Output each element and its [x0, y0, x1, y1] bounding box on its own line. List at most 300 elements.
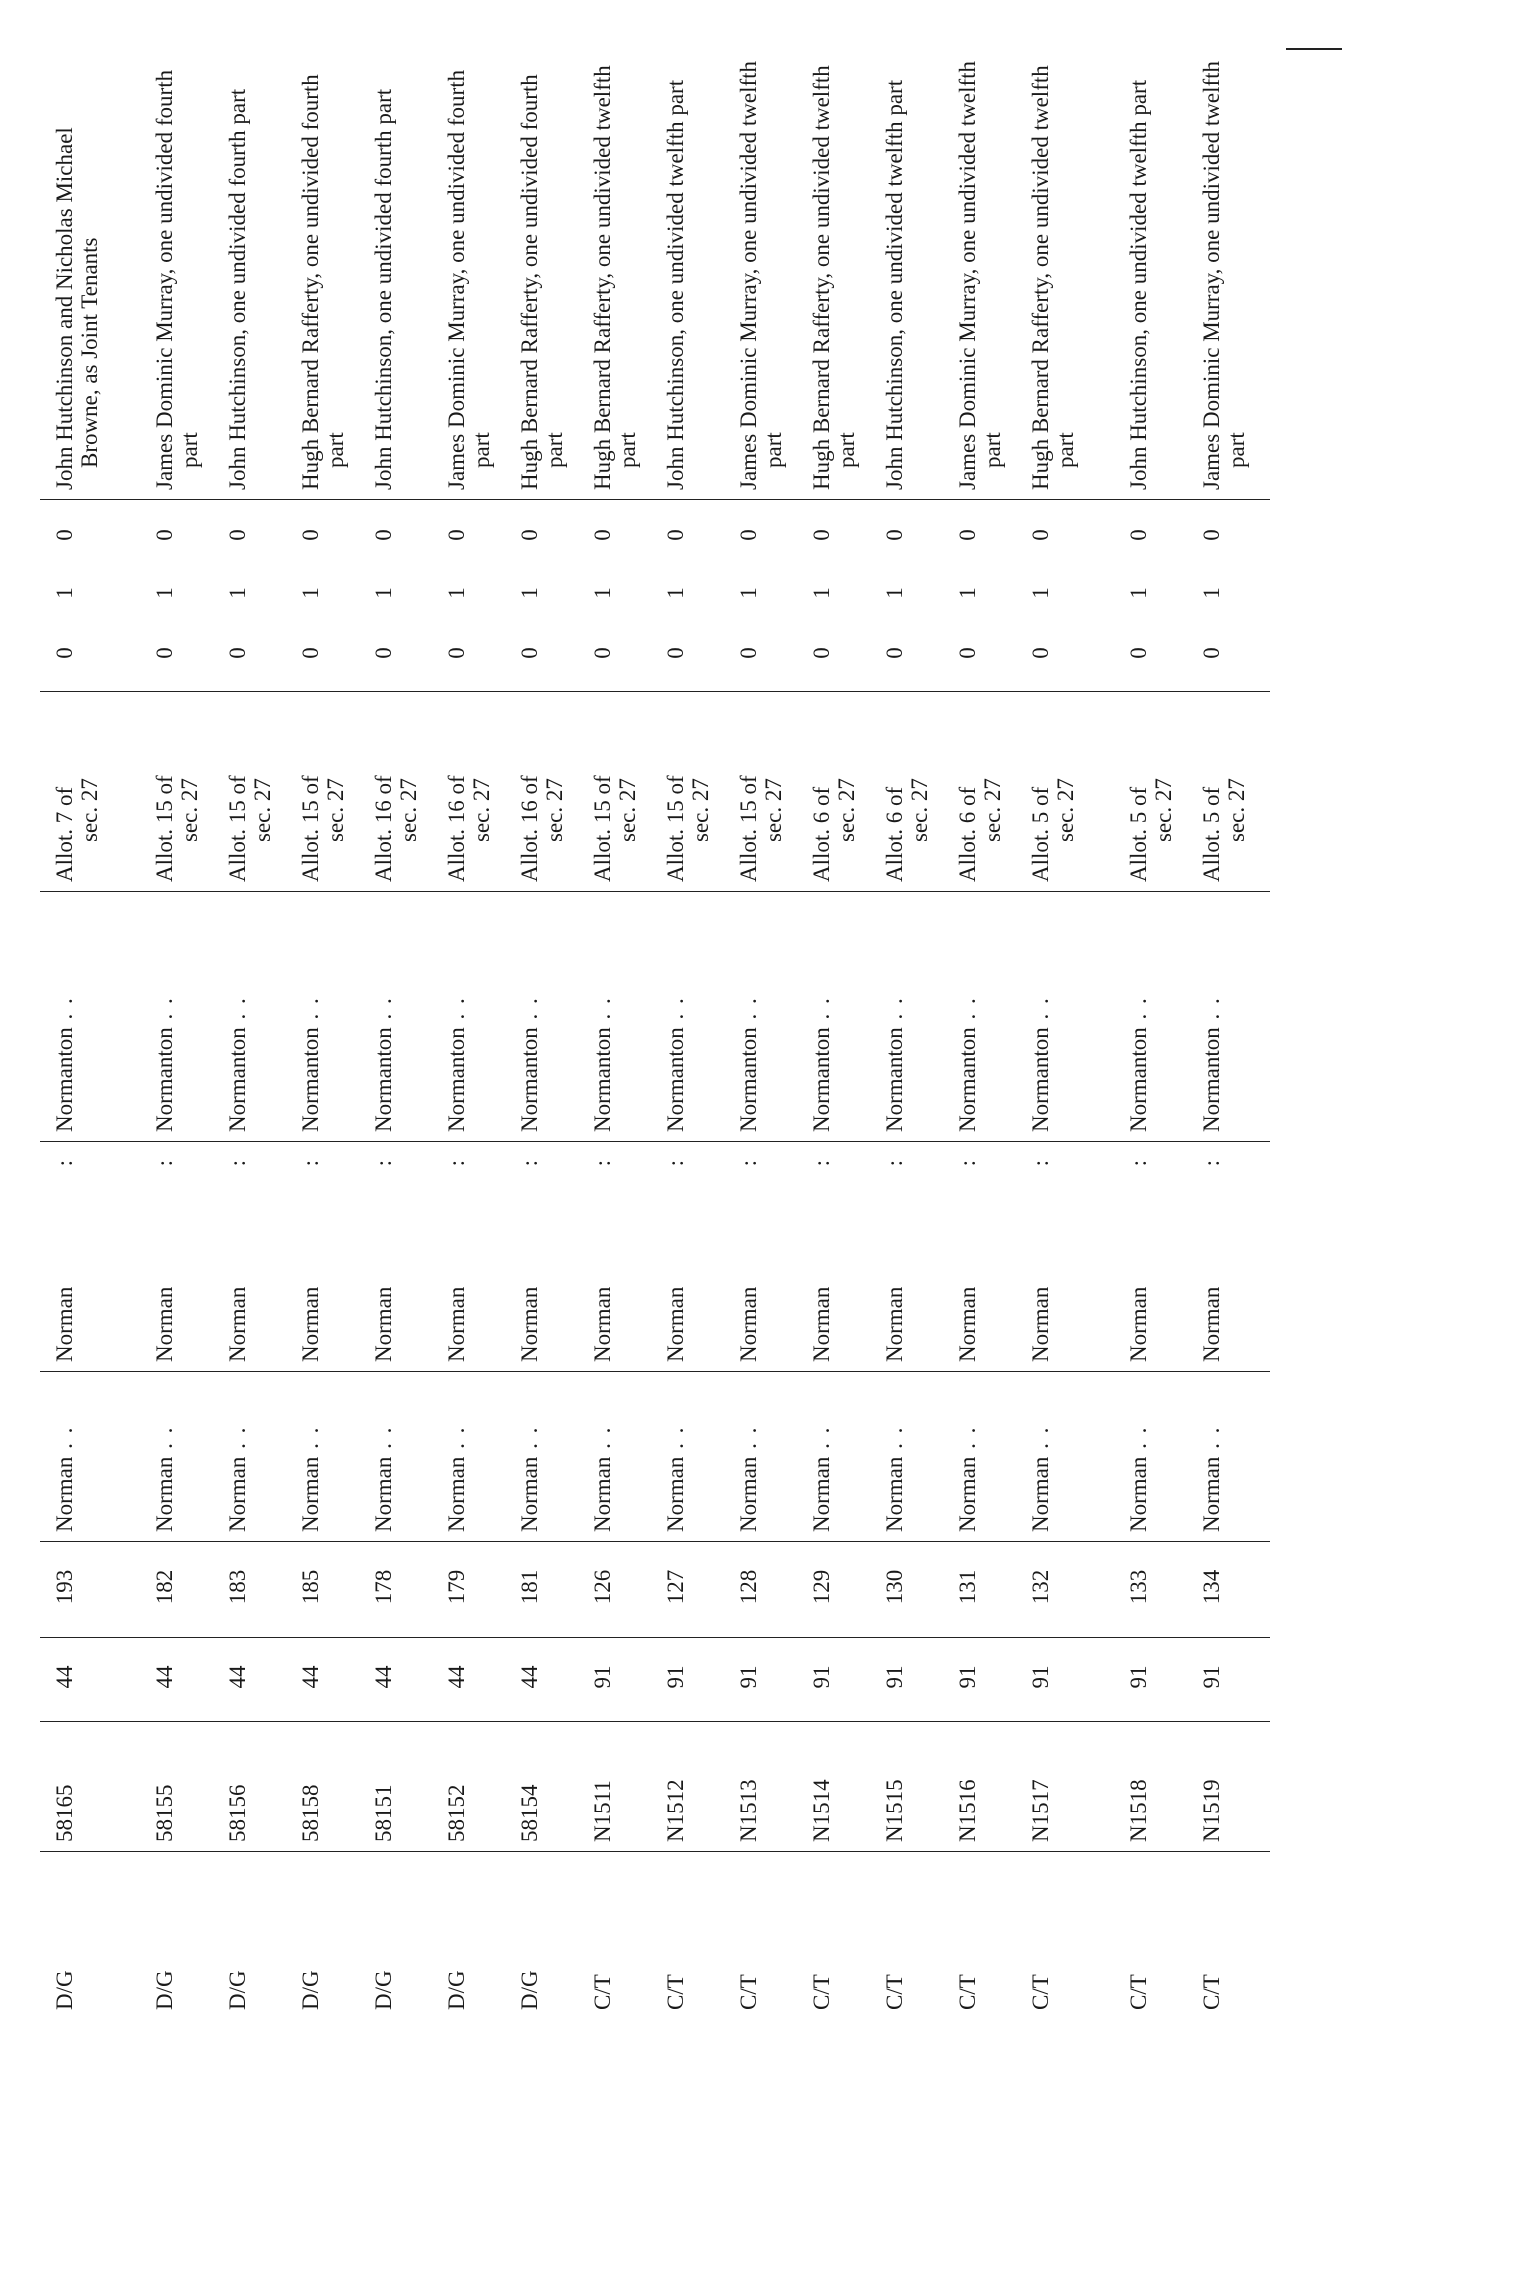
- leader-dots: . .: [152, 1425, 177, 1457]
- leader-dots: . .: [809, 996, 834, 1028]
- roods-cell: 1: [882, 587, 907, 599]
- owner-cell: James Dominic Murray, one undivided fourth part: [152, 69, 202, 490]
- perches-cell: 0: [298, 529, 323, 541]
- perches-cell: 0: [809, 529, 834, 541]
- acres-cell: 0: [955, 647, 980, 659]
- parish-cell: [225, 1376, 250, 1532]
- section-text: sec. 27: [615, 778, 640, 842]
- parish-cell: [298, 1376, 323, 1532]
- owner-cell: John Hutchinson, one undivided fourth part: [371, 88, 396, 490]
- description-cell: [1028, 696, 1078, 882]
- volume-cell-text: 91: [1199, 1665, 1224, 1689]
- folio-cell: [809, 1546, 834, 1628]
- town-cell: [809, 896, 834, 1132]
- roods-cell: 1: [444, 587, 469, 599]
- acres-cell: 0: [444, 647, 469, 659]
- acres-cell: 0: [152, 647, 177, 659]
- allotment-text: Allot. 16 of: [371, 775, 396, 882]
- folio-cell-text: 193: [52, 1569, 77, 1605]
- table-row: [296, 30, 371, 2020]
- volume-cell-text: 91: [955, 1665, 980, 1689]
- parish-cell: [955, 1376, 980, 1532]
- allotment-text: Allot. 15 of: [736, 775, 761, 882]
- acres-cell: 0: [663, 647, 688, 659]
- parish-cell-text: Norman: [882, 1456, 907, 1532]
- volume-cell: [1028, 1642, 1053, 1712]
- parish-cell: [736, 1376, 761, 1532]
- town-cell: [1199, 896, 1224, 1132]
- volume-cell: [298, 1642, 323, 1712]
- acres-cell: 0: [298, 647, 323, 659]
- owner-cell: John Hutchinson, one undivided twelfth part: [882, 79, 907, 490]
- volume-cell-text: 91: [1126, 1665, 1151, 1689]
- county-cell-text: Norman: [371, 1286, 396, 1362]
- roods-cell: 1: [1126, 587, 1151, 599]
- county-cell-text: Norman: [1126, 1286, 1151, 1362]
- type-cell-text: D/G: [517, 1970, 542, 2010]
- folio-cell: [1126, 1546, 1151, 1628]
- leader-dots: :: [736, 1158, 761, 1167]
- owner-cell: John Hutchinson, one undivided twelfth part: [1126, 79, 1151, 490]
- leader-dots: :: [955, 1158, 980, 1167]
- table-row: [807, 30, 882, 2020]
- certificate-cell: [1028, 1726, 1053, 1842]
- allotment-text: Allot. 5 of: [1126, 786, 1151, 882]
- folio-cell-text: 183: [225, 1569, 250, 1605]
- county-cell: [371, 1146, 396, 1362]
- folio-cell-text: 133: [1126, 1569, 1151, 1605]
- volume-cell-text: 91: [736, 1665, 761, 1689]
- county-cell: [882, 1146, 907, 1362]
- perches-cell: 0: [955, 529, 980, 541]
- parish-cell: [1199, 1376, 1224, 1532]
- town-cell-text: Normanton: [1028, 1027, 1053, 1132]
- certificate-cell: [736, 1726, 761, 1842]
- type-cell-text: C/T: [590, 1974, 615, 2010]
- volume-cell: [225, 1642, 250, 1712]
- county-cell: [298, 1146, 323, 1362]
- parish-cell-text: Norman: [663, 1456, 688, 1532]
- leader-dots: . .: [371, 996, 396, 1028]
- allotment-text: Allot. 6 of: [955, 786, 980, 882]
- leader-dots: . .: [663, 996, 688, 1028]
- acres-cell: 0: [882, 647, 907, 659]
- leader-dots: . .: [736, 996, 761, 1028]
- county-cell: [152, 1146, 177, 1362]
- parish-cell: [809, 1376, 834, 1532]
- leader-dots: . .: [371, 1425, 396, 1457]
- county-cell: [225, 1146, 250, 1362]
- certificate-cell-text: 58158: [298, 1784, 323, 1842]
- parish-cell: [517, 1376, 542, 1532]
- type-cell: [955, 1860, 980, 2010]
- certificate-cell: [882, 1726, 907, 1842]
- county-cell-text: Norman: [225, 1286, 250, 1362]
- description-cell: [517, 696, 567, 882]
- description-cell: [52, 696, 102, 882]
- roods-cell: 1: [736, 587, 761, 599]
- county-cell: [590, 1146, 615, 1362]
- leader-dots: :: [882, 1158, 907, 1167]
- volume-cell: [371, 1642, 396, 1712]
- description-cell: [590, 696, 640, 882]
- type-cell: [809, 1860, 834, 2010]
- leader-dots: :: [663, 1158, 688, 1167]
- volume-cell-text: 91: [1028, 1665, 1053, 1689]
- folio-cell-text: 127: [663, 1569, 688, 1605]
- leader-dots: :: [1199, 1158, 1224, 1167]
- volume-cell-text: 91: [809, 1665, 834, 1689]
- town-cell: [1126, 896, 1151, 1132]
- table-row: [734, 30, 809, 2020]
- certificate-cell: [955, 1726, 980, 1842]
- volume-cell: [1199, 1642, 1224, 1712]
- roods-cell: 1: [1199, 587, 1224, 599]
- section-text: sec. 27: [177, 778, 202, 842]
- type-cell-text: D/G: [371, 1970, 396, 2010]
- table-row: [661, 30, 736, 2020]
- leader-dots: :: [298, 1158, 323, 1167]
- type-cell-text: D/G: [225, 1970, 250, 2010]
- folio-cell-text: 130: [882, 1569, 907, 1605]
- county-cell-text: Norman: [444, 1286, 469, 1362]
- leader-dots: . .: [517, 1425, 542, 1457]
- description-cell: [225, 696, 275, 882]
- description-cell: [444, 696, 494, 882]
- folio-cell: [590, 1546, 615, 1628]
- parish-cell: [590, 1376, 615, 1532]
- table-row: [223, 30, 298, 2020]
- parish-cell: [1126, 1376, 1151, 1532]
- volume-cell: [1126, 1642, 1151, 1712]
- allotment-text: Allot. 5 of: [1199, 786, 1224, 882]
- roods-cell: 1: [298, 587, 323, 599]
- type-cell: [882, 1860, 907, 2010]
- type-cell: [736, 1860, 761, 2010]
- allotment-text: Allot. 16 of: [444, 775, 469, 882]
- acres-cell: 0: [1028, 647, 1053, 659]
- section-text: sec. 27: [980, 778, 1005, 842]
- type-cell: [52, 1860, 77, 2010]
- town-cell-text: Normanton: [590, 1027, 615, 1132]
- leader-dots: . .: [1126, 996, 1151, 1028]
- table-row: [953, 30, 1028, 2020]
- certificate-cell-text: N1518: [1126, 1779, 1151, 1842]
- type-cell: [1028, 1860, 1053, 2010]
- allotment-text: Allot. 15 of: [225, 775, 250, 882]
- acres-cell: 0: [590, 647, 615, 659]
- volume-cell-text: 91: [882, 1665, 907, 1689]
- county-cell-text: Norman: [590, 1286, 615, 1362]
- parish-cell-text: Norman: [371, 1456, 396, 1532]
- folio-cell-text: 131: [955, 1569, 980, 1605]
- roods-cell: 1: [225, 587, 250, 599]
- folio-cell: [225, 1546, 250, 1628]
- table-row: [50, 30, 125, 2020]
- certificate-cell: [152, 1726, 177, 1842]
- parish-cell-text: Norman: [736, 1456, 761, 1532]
- section-text: sec. 27: [1151, 778, 1176, 842]
- certificate-cell-text: N1512: [663, 1779, 688, 1842]
- allotment-text: Allot. 15 of: [590, 775, 615, 882]
- allotment-text: Allot. 6 of: [882, 786, 907, 882]
- table-row: [588, 30, 663, 2020]
- acres-cell: 0: [1199, 647, 1224, 659]
- county-cell-text: Norman: [517, 1286, 542, 1362]
- leader-dots: . .: [298, 996, 323, 1028]
- roods-cell: 1: [517, 587, 542, 599]
- certificate-cell-text: 58154: [517, 1784, 542, 1842]
- town-cell: [152, 896, 177, 1132]
- certificate-cell: [371, 1726, 396, 1842]
- volume-cell-text: 44: [298, 1665, 323, 1689]
- leader-dots: . .: [52, 996, 77, 1028]
- roods-cell: 1: [809, 587, 834, 599]
- county-cell: [736, 1146, 761, 1362]
- parish-cell-text: Norman: [1126, 1456, 1151, 1532]
- folio-cell-text: 128: [736, 1569, 761, 1605]
- perches-cell: 0: [1126, 529, 1151, 541]
- type-cell: [298, 1860, 323, 2010]
- leader-dots: . .: [298, 1425, 323, 1457]
- folio-cell: [1199, 1546, 1224, 1628]
- parish-cell: [444, 1376, 469, 1532]
- type-cell: [590, 1860, 615, 2010]
- type-cell-text: C/T: [955, 1974, 980, 2010]
- section-text: sec. 27: [761, 778, 786, 842]
- leader-dots: . .: [809, 1425, 834, 1457]
- county-cell-text: Norman: [736, 1286, 761, 1362]
- section-text: sec. 27: [1224, 778, 1249, 842]
- type-cell: [1126, 1860, 1151, 2010]
- folio-cell-text: 182: [152, 1569, 177, 1605]
- leader-dots: . .: [52, 1425, 77, 1457]
- town-cell: [371, 896, 396, 1132]
- section-text: sec. 27: [834, 778, 859, 842]
- parish-cell-text: Norman: [225, 1456, 250, 1532]
- owner-cell: James Dominic Murray, one undivided fourth part: [444, 69, 494, 490]
- town-cell-text: Normanton: [371, 1027, 396, 1132]
- leader-dots: . .: [1199, 996, 1224, 1028]
- leader-dots: . .: [955, 996, 980, 1028]
- section-text: sec. 27: [77, 778, 102, 842]
- folio-cell: [152, 1546, 177, 1628]
- type-cell: [371, 1860, 396, 2010]
- leader-dots: :: [590, 1158, 615, 1167]
- table-row: [150, 30, 225, 2020]
- description-cell: [152, 696, 202, 882]
- type-cell: [517, 1860, 542, 2010]
- leader-dots: . .: [882, 1425, 907, 1457]
- volume-cell: [517, 1642, 542, 1712]
- table-row: [880, 30, 955, 2020]
- section-text: sec. 27: [542, 778, 567, 842]
- county-cell: [444, 1146, 469, 1362]
- volume-cell-text: 44: [225, 1665, 250, 1689]
- county-cell: [955, 1146, 980, 1362]
- folio-cell: [1028, 1546, 1053, 1628]
- leader-dots: . .: [1028, 996, 1053, 1028]
- certificate-cell: [1199, 1726, 1224, 1842]
- type-cell-text: C/T: [809, 1974, 834, 2010]
- description-cell: [1199, 696, 1249, 882]
- leader-dots: :: [809, 1158, 834, 1167]
- acres-cell: 0: [809, 647, 834, 659]
- certificate-cell: [444, 1726, 469, 1842]
- certificate-cell: [809, 1726, 834, 1842]
- volume-cell-text: 44: [517, 1665, 542, 1689]
- certificate-cell-text: 58155: [152, 1784, 177, 1842]
- description-cell: [736, 696, 786, 882]
- town-cell-text: Normanton: [736, 1027, 761, 1132]
- folio-cell-text: 129: [809, 1569, 834, 1605]
- folio-cell-text: 126: [590, 1569, 615, 1605]
- town-cell-text: Normanton: [1199, 1027, 1224, 1132]
- description-cell: [882, 696, 932, 882]
- section-text: sec. 27: [396, 778, 421, 842]
- type-cell: [663, 1860, 688, 2010]
- town-cell-text: Normanton: [52, 1027, 77, 1132]
- perches-cell: 0: [590, 529, 615, 541]
- acres-cell: 0: [517, 647, 542, 659]
- volume-cell: [590, 1642, 615, 1712]
- owner-cell: Hugh Bernard Rafferty, one undivided twelfth part: [1028, 65, 1078, 490]
- parish-cell: [1028, 1376, 1053, 1532]
- allotment-text: Allot. 6 of: [809, 786, 834, 882]
- county-cell-text: Norman: [663, 1286, 688, 1362]
- volume-cell-text: 44: [152, 1665, 177, 1689]
- town-cell: [955, 896, 980, 1132]
- table-row: [442, 30, 517, 2020]
- table-row: [369, 30, 444, 2020]
- parish-cell-text: Norman: [955, 1456, 980, 1532]
- certificate-cell: [1126, 1726, 1151, 1842]
- certificate-cell-text: 58165: [52, 1784, 77, 1842]
- parish-cell: [882, 1376, 907, 1532]
- owner-cell: Hugh Bernard Rafferty, one undivided twelfth part: [809, 65, 859, 490]
- table-row: [1124, 30, 1199, 2020]
- section-text: sec. 27: [250, 778, 275, 842]
- description-cell: [371, 696, 421, 882]
- volume-cell: [955, 1642, 980, 1712]
- owner-cell: John Hutchinson, one undivided twelfth part: [663, 79, 688, 490]
- section-text: sec. 27: [688, 778, 713, 842]
- volume-cell-text: 44: [52, 1665, 77, 1689]
- certificate-cell: [590, 1726, 615, 1842]
- volume-cell: [52, 1642, 77, 1712]
- parish-cell-text: Norman: [1028, 1456, 1053, 1532]
- perches-cell: 0: [444, 529, 469, 541]
- description-cell: [663, 696, 713, 882]
- section-text: sec. 27: [323, 778, 348, 842]
- table-row: [515, 30, 590, 2020]
- perches-cell: 0: [882, 529, 907, 541]
- folio-cell-text: 132: [1028, 1569, 1053, 1605]
- county-cell-text: Norman: [882, 1286, 907, 1362]
- town-cell-text: Normanton: [955, 1027, 980, 1132]
- parish-cell-text: Norman: [52, 1456, 77, 1532]
- parish-cell-text: Norman: [517, 1456, 542, 1532]
- certificate-cell: [52, 1726, 77, 1842]
- owner-cell: James Dominic Murray, one undivided twelfth part: [955, 60, 1005, 490]
- county-cell: [663, 1146, 688, 1362]
- leader-dots: . .: [152, 996, 177, 1028]
- town-cell-text: Normanton: [809, 1027, 834, 1132]
- leader-dots: . .: [517, 996, 542, 1028]
- parish-cell: [663, 1376, 688, 1532]
- folio-cell: [663, 1546, 688, 1628]
- parish-cell-text: Norman: [152, 1456, 177, 1532]
- parish-cell-text: Norman: [590, 1456, 615, 1532]
- perches-cell: 0: [736, 529, 761, 541]
- folio-cell-text: 179: [444, 1569, 469, 1605]
- town-cell: [590, 896, 615, 1132]
- volume-cell: [882, 1642, 907, 1712]
- table-row: [1026, 30, 1101, 2020]
- leader-dots: . .: [225, 1425, 250, 1457]
- allotment-text: Allot. 16 of: [517, 775, 542, 882]
- description-cell: [809, 696, 859, 882]
- leader-dots: :: [225, 1158, 250, 1167]
- folio-cell-text: 178: [371, 1569, 396, 1605]
- certificate-cell-text: N1516: [955, 1779, 980, 1842]
- county-cell: [1028, 1146, 1053, 1362]
- acres-cell: 0: [1126, 647, 1151, 659]
- county-cell-text: Norman: [298, 1286, 323, 1362]
- town-cell: [882, 896, 907, 1132]
- town-cell: [517, 896, 542, 1132]
- county-cell-text: Norman: [152, 1286, 177, 1362]
- type-cell-text: C/T: [663, 1974, 688, 2010]
- leader-dots: . .: [1028, 1425, 1053, 1457]
- folio-cell: [444, 1546, 469, 1628]
- perches-cell: 0: [517, 529, 542, 541]
- folio-cell: [371, 1546, 396, 1628]
- certificate-cell-text: N1515: [882, 1779, 907, 1842]
- owner-cell: James Dominic Murray, one undivided twelfth part: [736, 60, 786, 490]
- county-cell: [809, 1146, 834, 1362]
- perches-cell: 0: [52, 529, 77, 541]
- leader-dots: :: [52, 1158, 77, 1167]
- type-cell: [1199, 1860, 1224, 2010]
- volume-cell-text: 44: [444, 1665, 469, 1689]
- owner-cell: Hugh Bernard Rafferty, one undivided twelfth part: [590, 65, 640, 490]
- certificate-cell-text: N1519: [1199, 1779, 1224, 1842]
- section-text: sec. 27: [1053, 778, 1078, 842]
- type-cell-text: D/G: [298, 1970, 323, 2010]
- allotment-text: Allot. 15 of: [663, 775, 688, 882]
- owner-cell: John Hutchinson and Nicholas Michael Browne, as Joint Tenants: [52, 127, 102, 490]
- allotment-text: Allot. 15 of: [152, 775, 177, 882]
- roods-cell: 1: [663, 587, 688, 599]
- owner-cell: Hugh Bernard Rafferty, one undivided fourth part: [517, 74, 567, 490]
- parish-cell: [52, 1376, 77, 1532]
- perches-cell: 0: [371, 529, 396, 541]
- town-cell-text: Normanton: [444, 1027, 469, 1132]
- certificate-cell-text: N1514: [809, 1779, 834, 1842]
- type-cell: [444, 1860, 469, 2010]
- folio-cell: [52, 1546, 77, 1628]
- volume-cell: [809, 1642, 834, 1712]
- town-cell: [736, 896, 761, 1132]
- certificate-cell: [663, 1726, 688, 1842]
- town-cell-text: Normanton: [882, 1027, 907, 1132]
- town-cell: [663, 896, 688, 1132]
- leader-dots: . .: [663, 1425, 688, 1457]
- folio-cell-text: 185: [298, 1569, 323, 1605]
- leader-dots: . .: [882, 996, 907, 1028]
- description-cell: [955, 696, 1005, 882]
